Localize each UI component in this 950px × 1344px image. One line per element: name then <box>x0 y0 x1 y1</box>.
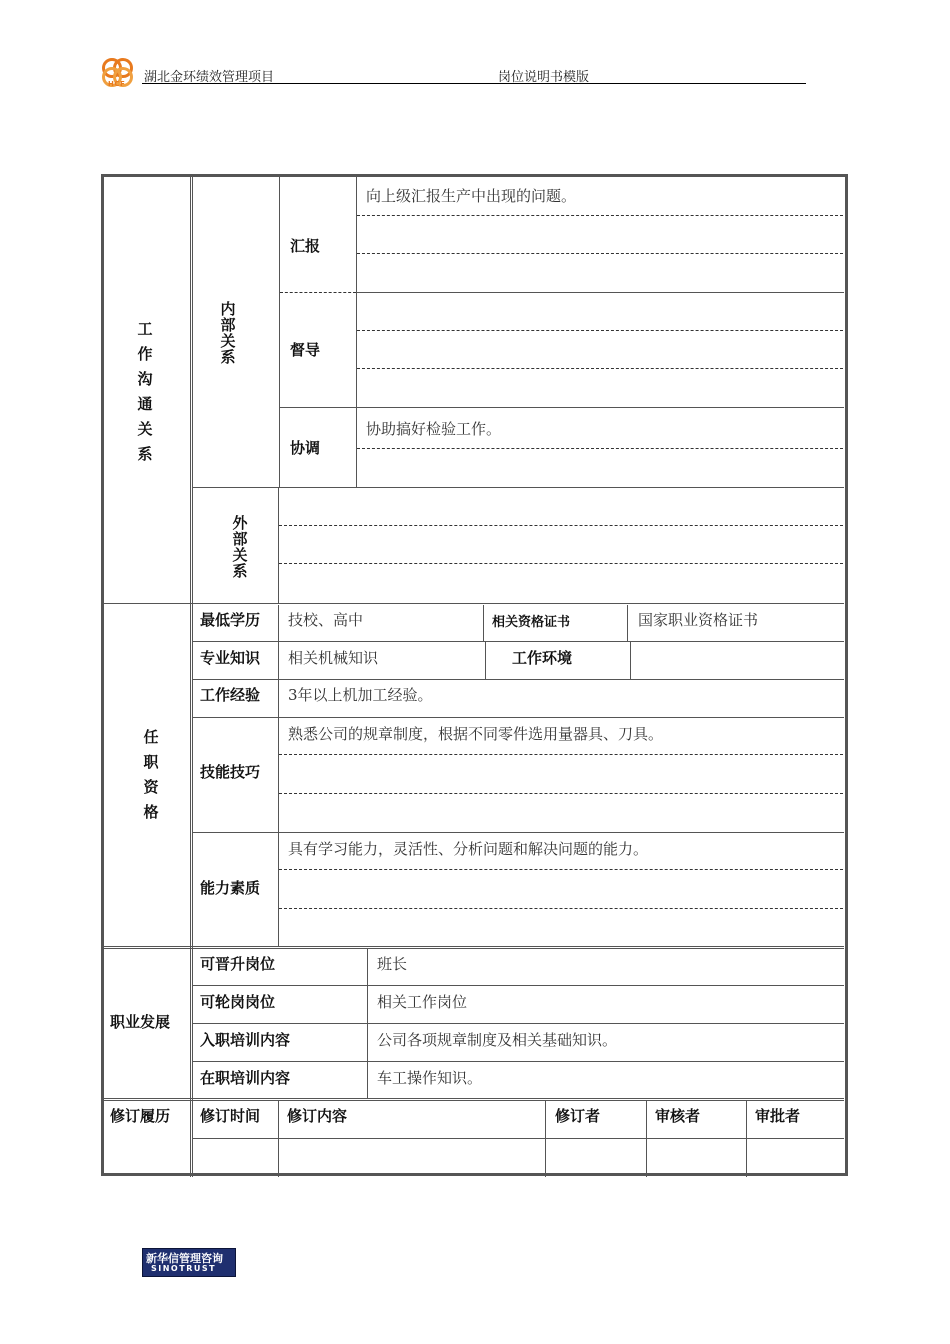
logo-cn-text: 新华信管理咨询 <box>146 1252 223 1265</box>
row-divider-education <box>192 641 844 642</box>
col-divider-1b <box>192 177 193 1177</box>
coordinate-text: 协助搞好检验工作。 <box>366 420 502 438</box>
induction-label: 入职培训内容 <box>200 1031 291 1049</box>
education-cert-divider <box>483 605 484 641</box>
knowledge-label: 专业知识 <box>200 649 261 667</box>
col-divider-2 <box>279 177 280 487</box>
ability-line-1 <box>279 869 843 870</box>
row-divider-rotate <box>192 1023 844 1024</box>
skills-value: 熟悉公司的规章制度，根据不同零件选用量器具、刀具。 <box>288 725 664 743</box>
experience-label: 工作经验 <box>200 686 261 704</box>
experience-value: 3年以上机加工经验。 <box>288 686 433 704</box>
report-line-2 <box>357 253 843 254</box>
rev-col-approver: 审批者 <box>755 1107 801 1125</box>
col-divider-1 <box>190 177 191 1177</box>
document-title: 岗位说明书模版 <box>498 70 590 85</box>
promote-label: 可晋升岗位 <box>200 955 276 973</box>
knowledge-env-divider <box>485 641 486 679</box>
external-line-1 <box>279 525 843 526</box>
report-divider <box>357 292 844 293</box>
coordinate-label: 协调 <box>290 439 321 457</box>
rotate-value: 相关工作岗位 <box>377 993 468 1011</box>
supervise-label: 督导 <box>290 341 321 359</box>
education-value: 技校、高中 <box>288 611 364 629</box>
section-divider-1 <box>104 603 844 604</box>
col-divider-ext <box>278 488 279 603</box>
cert-label: 相关资格证书 <box>492 615 571 630</box>
section-label-communication: 工作沟通关系 <box>137 320 153 463</box>
skills-label: 技能技巧 <box>200 763 261 781</box>
supervise-line-2 <box>357 368 843 369</box>
env-value-divider <box>630 641 631 679</box>
section-divider-2 <box>104 946 844 947</box>
onjob-label: 在职培训内容 <box>200 1069 291 1087</box>
rev-header-divider <box>192 1138 844 1139</box>
section-divider-3b <box>104 1100 844 1101</box>
external-relations-label: 外部关系 <box>232 514 248 580</box>
cert-value: 国家职业资格证书 <box>638 611 759 629</box>
coordinate-line-1 <box>357 448 843 449</box>
ability-line-2 <box>279 908 843 909</box>
onjob-value: 车工操作知识。 <box>377 1069 483 1087</box>
skills-line-1 <box>279 754 843 755</box>
row-divider-knowledge <box>192 679 844 680</box>
consulting-logo <box>142 1248 236 1277</box>
education-label: 最低学历 <box>200 611 261 629</box>
row-divider-experience <box>192 717 844 718</box>
cert-value-divider <box>627 605 628 641</box>
rev-col-reviser: 修订者 <box>555 1107 601 1125</box>
section-label-revision: 修订履历 <box>110 1107 171 1125</box>
rev-col-divider-1 <box>278 1101 279 1177</box>
rev-col-divider-2 <box>545 1101 546 1177</box>
header-rule <box>142 83 806 84</box>
qual-col-divider <box>278 605 279 947</box>
report-line-1 <box>357 215 843 216</box>
section-divider-3 <box>104 1098 844 1099</box>
section-divider-2b <box>104 948 844 949</box>
career-col-divider <box>367 949 368 1099</box>
induction-value: 公司各项规章制度及相关基础知识。 <box>377 1031 618 1049</box>
report-text: 向上级汇报生产中出现的问题。 <box>366 187 577 205</box>
internal-external-divider <box>192 487 844 488</box>
report-label: 汇报 <box>290 237 321 255</box>
project-title: 湖北金环绩效管理项目 <box>144 70 275 85</box>
knowledge-value: 相关机械知识 <box>288 649 379 667</box>
environment-label: 工作环境 <box>512 649 573 667</box>
row-divider-promote <box>192 985 844 986</box>
rotate-label: 可轮岗岗位 <box>200 993 276 1011</box>
company-logo <box>100 56 136 90</box>
rev-col-divider-4 <box>746 1101 747 1177</box>
supervise-divider <box>280 407 844 408</box>
external-line-2 <box>279 563 843 564</box>
col-divider-3 <box>356 177 357 487</box>
section-label-career: 职业发展 <box>110 1013 171 1031</box>
supervise-line-1 <box>357 330 843 331</box>
rev-col-content: 修订内容 <box>287 1107 348 1125</box>
rev-col-divider-3 <box>646 1101 647 1177</box>
promote-value: 班长 <box>377 955 408 973</box>
ability-label: 能力素质 <box>200 879 261 897</box>
internal-relations-label: 内部关系 <box>220 300 236 366</box>
rev-col-reviewer: 审核者 <box>655 1107 701 1125</box>
row-divider-skills <box>192 832 844 833</box>
row-divider-induction <box>192 1061 844 1062</box>
job-description-table <box>101 174 848 1176</box>
section-label-qualification: 任职资格 <box>143 728 159 821</box>
report-divider-dashed <box>280 292 356 293</box>
skills-line-2 <box>279 793 843 794</box>
logo-en-text: SINOTRUST <box>151 1264 217 1273</box>
ability-value: 具有学习能力，灵活性、分析问题和解决问题的能力。 <box>288 840 649 858</box>
logo-text: HCF <box>108 80 126 88</box>
rev-col-time: 修订时间 <box>200 1107 261 1125</box>
